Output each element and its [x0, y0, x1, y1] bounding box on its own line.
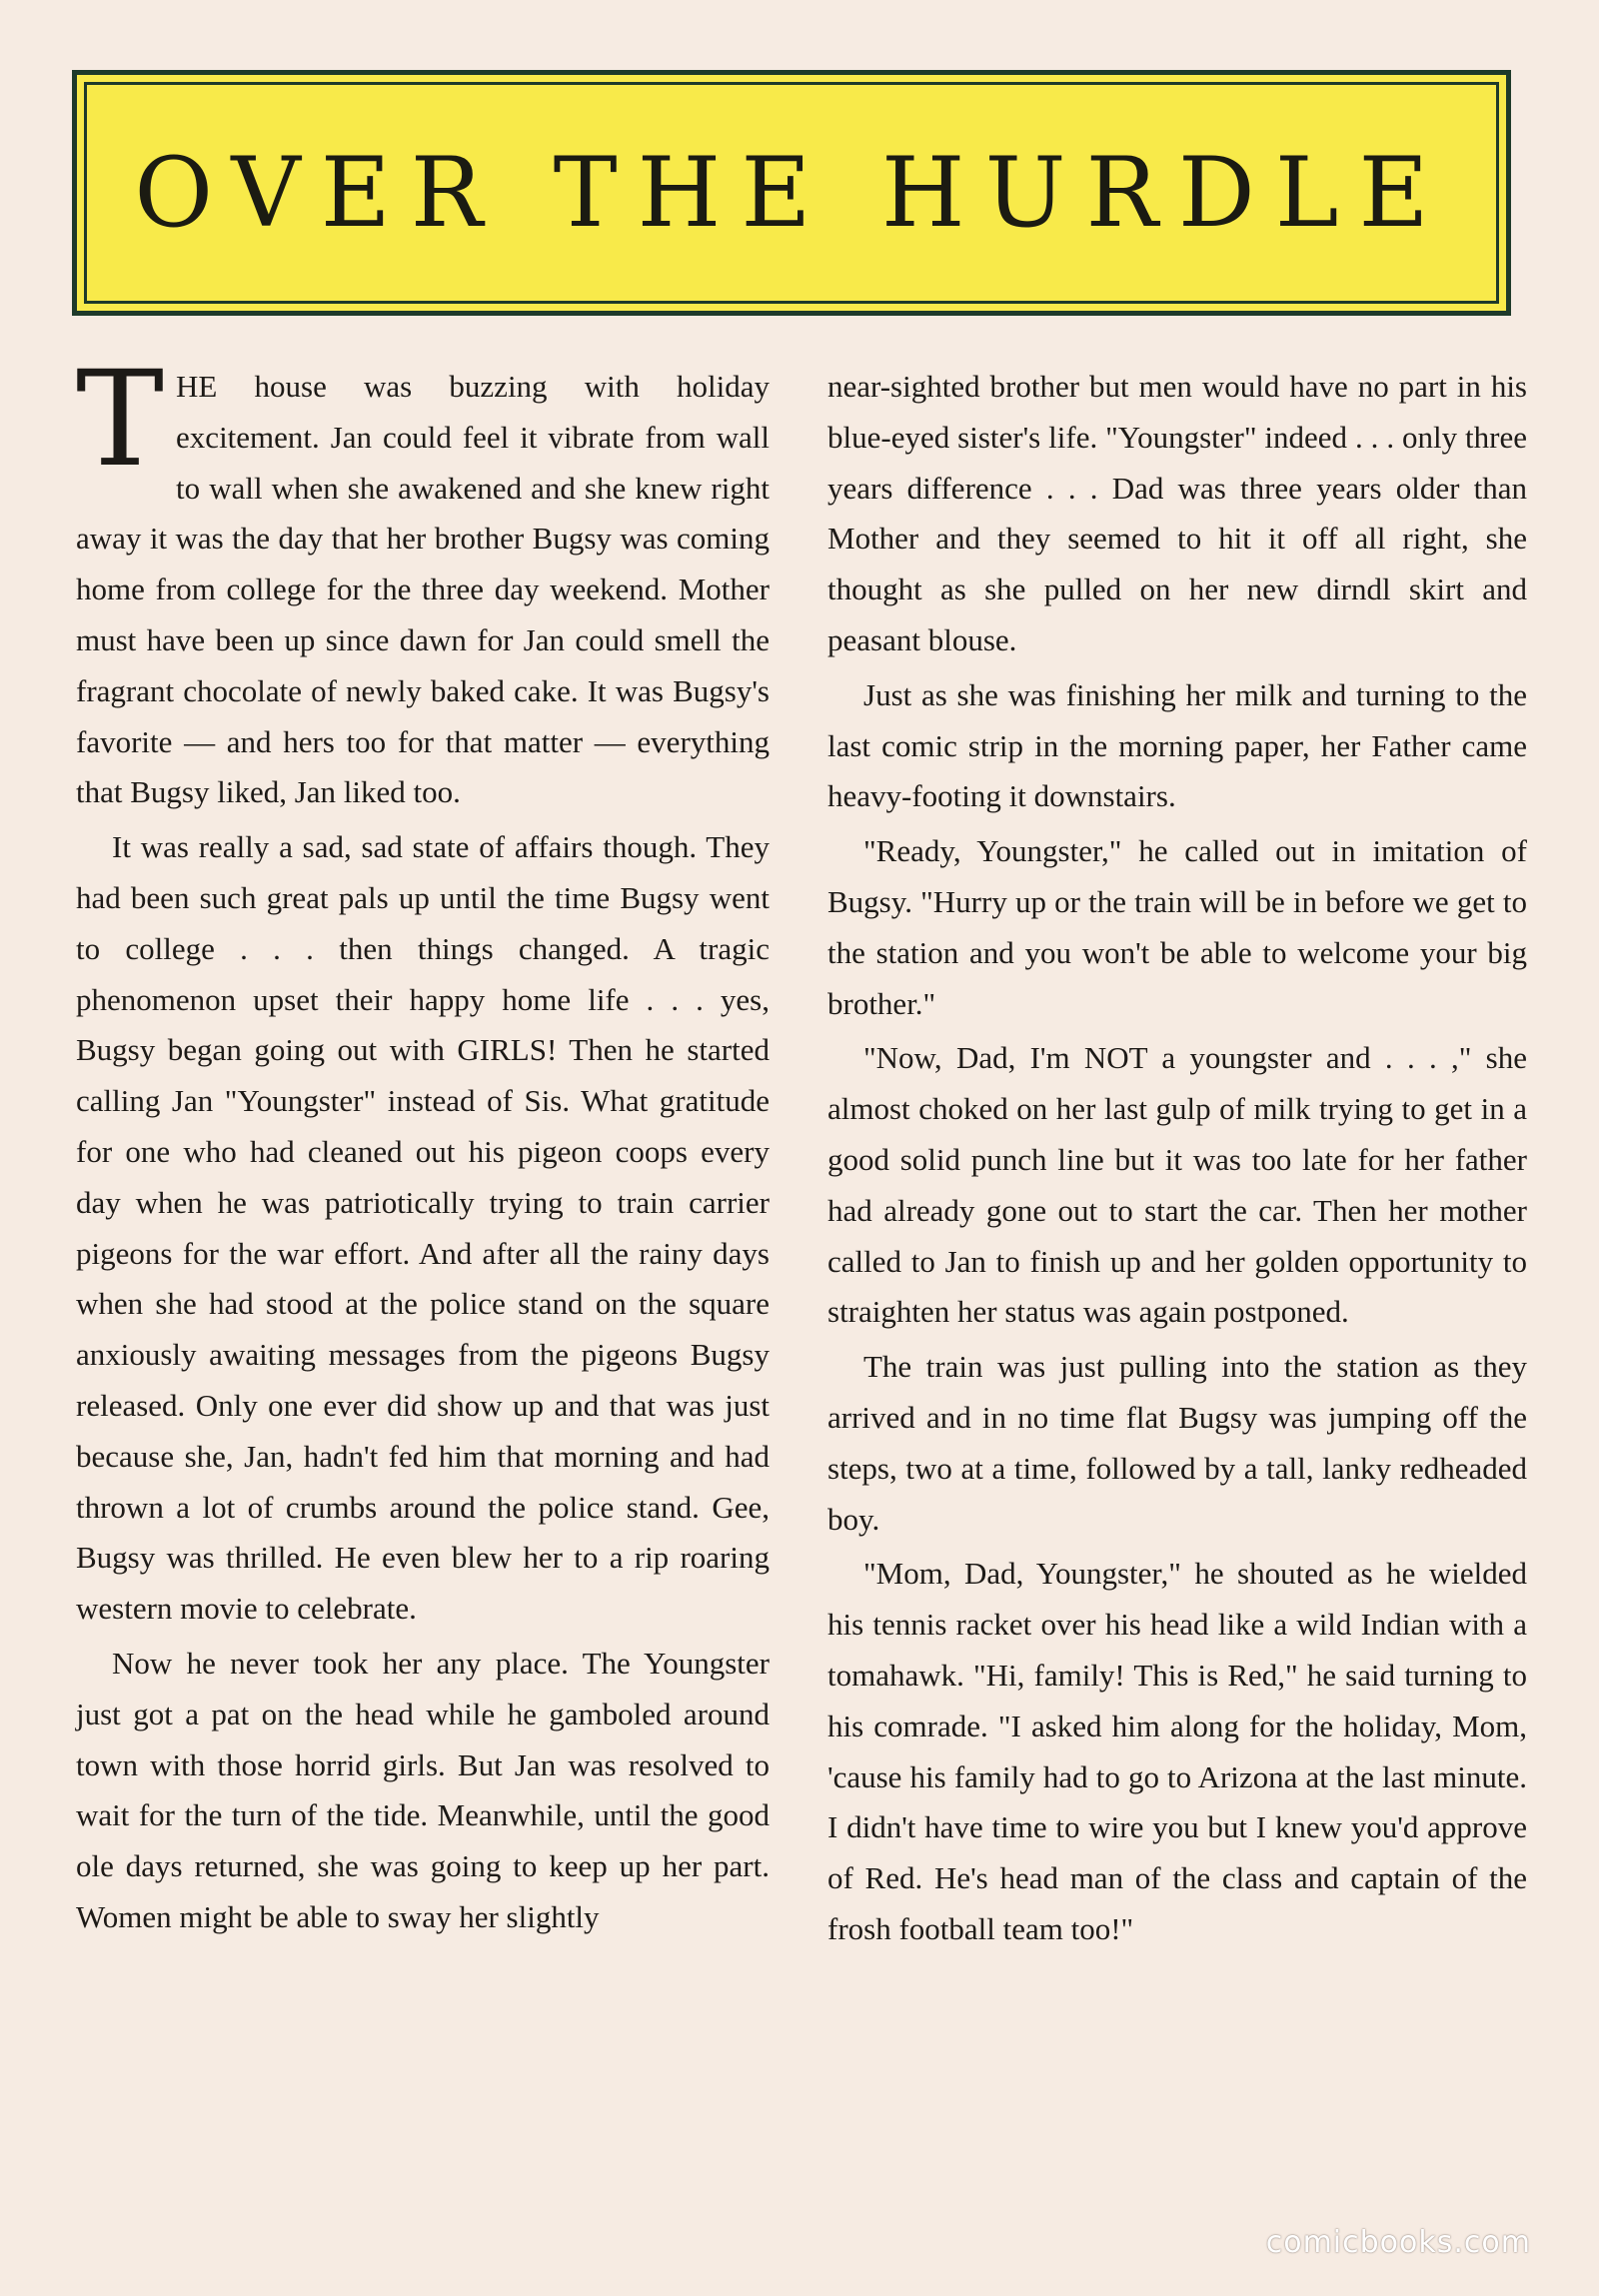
paragraph-text: HE house was buzzing with holiday excitement. Jan could feel it vibrate from wall to wall when she awakened and she knew right away it was the day that her brother Bugsy was coming home from college for the three day weekend. Mother must have been up since dawn for Jan could smell the fragrant chocolate of newly baked cake. It was Bugsy's favorite — and hers too for that matter — everything that Bugsy liked, Jan liked too. — [76, 369, 770, 810]
watermark: comicbooks.com — [1265, 2225, 1531, 2260]
right-column — [827, 362, 1527, 1959]
paragraph: "Mom, Dad, Youngster," he shouted as he wielded his tennis racket over his head like a wild Indian with a tomahawk. "Hi, family! This is Red," he said turning to his comrade. "I asked him along for the holiday, Mom, 'cause his family had to go to Arizona at the last minute. I didn't have time to wire you but I knew you'd approve of Red. He's head man of the class and captain of the frosh football team too!" — [827, 1556, 1527, 1946]
paragraph: Just as she was finishing her milk and turning to the last comic strip in the morning paper, her Father came heavy-footing it downstairs. — [827, 676, 1527, 814]
story-title: OVER THE HURDLE — [134, 137, 1449, 249]
paragraph: Now he never took her any place. The Youngster just got a pat on the head while he gamboled around town with those horrid girls. But Jan was resolved to wait for the turn of the tide. Meanwhile, until the good ole days returned, she was going to keep up her part. Women might be able to sway her slightly — [76, 1645, 770, 1934]
paragraph: It was really a sad, sad state of affairs though. They had been such great pals up until the time Bugsy went to college . . . then things changed. A tragic phenomenon upset their happy home life . . . yes, Bugsy began going out with GIRLS! Then he started calling Jan "Youngster" instead of Sis. What gratitude for one who had cleaned out his pigeon coops every day when he was patriotically trying to train carrier pigeons for the war effort. And after all the rainy days when she had stood at the police stand on the square anxiously awaiting messages from the pigeons Bugsy released. Only one ever did show up and that was just because she, Jan, hadn't fed him that morning and had thrown a lot of crumbs around the police stand. Gee, Bugsy was thrilled. He even blew her to a rip roaring western movie to celebrate. — [76, 829, 770, 1627]
left-column — [76, 343, 770, 1947]
paragraph — [76, 343, 770, 818]
paragraph: near-sighted brother but men would have no part in his blue-eyed sister's life. "Youngster" indeed . . . only three years difference . . . Dad was three years older than Mother and they seemed to hit it off all right, she thought as she pulled on her new dirndl skirt and peasant blouse. — [827, 369, 1527, 657]
paragraph: The train was just pulling into the station as they arrived and in no time flat Bugsy was jumping off the steps, two at a time, followed by a tall, lanky redheaded boy. — [827, 1349, 1527, 1537]
paragraph: "Now, Dad, I'm NOT a youngster and . . . ," she almost choked on her last gulp of milk trying to get in a good solid punch line but it was too late for her father had already gone out to start the car. Then her mother called to Jan to finish up and her golden opportunity to straighten her status was again postponed. — [827, 1040, 1527, 1330]
title-banner — [72, 70, 1511, 316]
drop-cap: T — [76, 343, 165, 497]
paragraph: "Ready, Youngster," he called out in imitation of Bugsy. "Hurry up or the train will be in before we get to the station and you won't be able to welcome your big brother." — [827, 833, 1527, 1021]
